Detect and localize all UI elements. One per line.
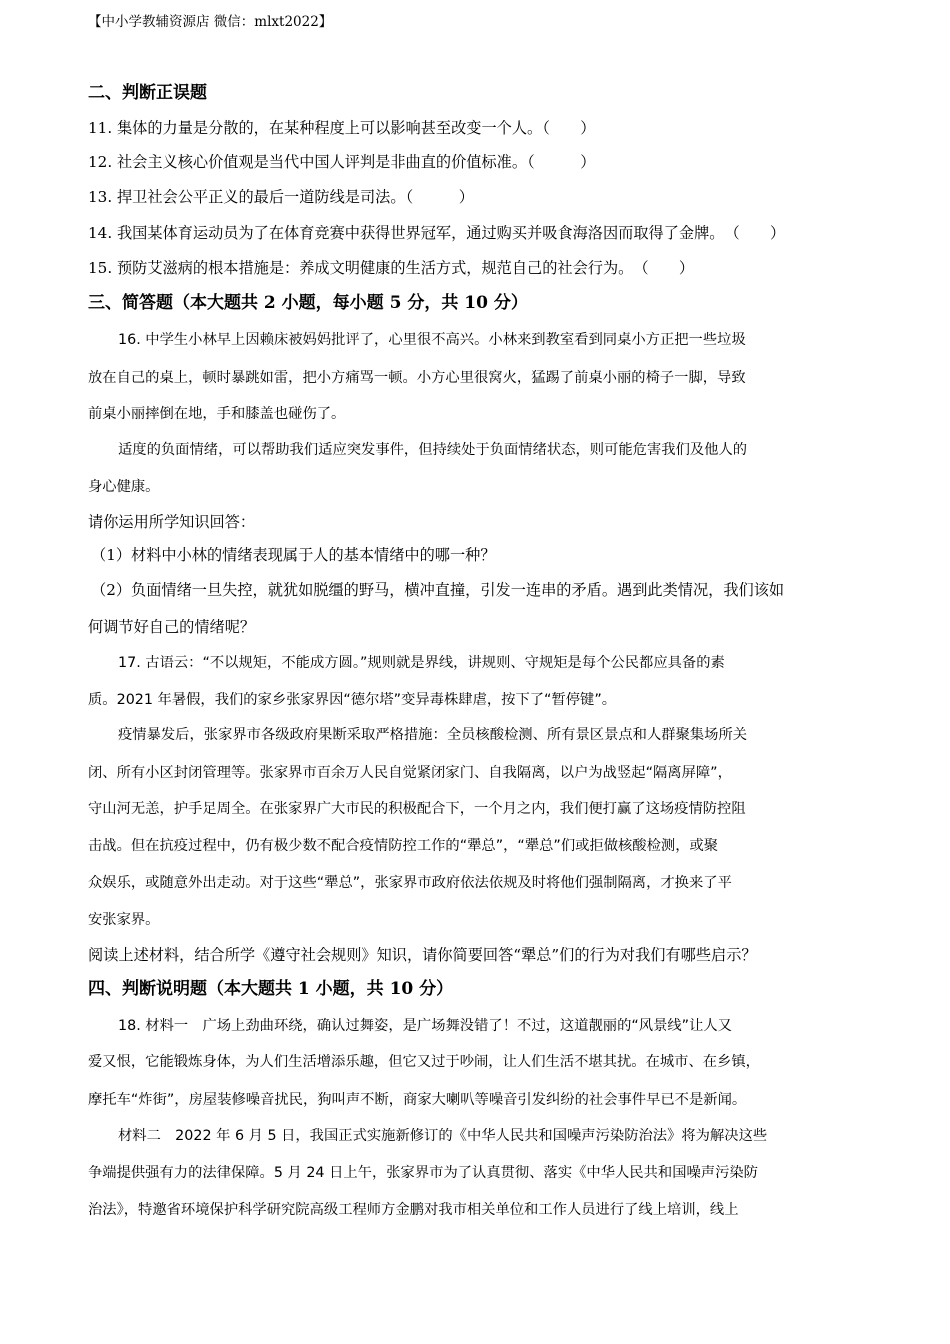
- page-header: 【中小学教辅资源店 微信：mlxt2022】: [88, 14, 333, 30]
- q18-material-line: 18. 材料一 广场上劲曲环绕，确认过舞姿，是广场舞没错了！不过，这道靓丽的“风景线”让人又: [118, 1018, 732, 1034]
- section-3-title: 三、简答题（本大题共 2 小题，每小题 5 分，共 10 分）: [88, 293, 528, 313]
- q16-material-line: 适度的负面情绪，可以帮助我们适应突发事件，但持续处于负面情绪状态，则可能危害我们及他人的: [118, 442, 748, 458]
- q18-material-line: 治法》，特邀省环境保护科学研究院高级工程师方金鹏对我市相关单位和工作人员进行了线上培训，线上: [88, 1202, 739, 1218]
- section-4-title: 四、判断说明题（本大题共 1 小题，共 10 分）: [88, 979, 454, 999]
- q16-prompt: 请你运用所学知识回答：: [88, 513, 256, 531]
- q18-material-line: 摩托车“炸街”，房屋装修噪音扰民，狗叫声不断，商家大喇叭等噪音引发纠纷的社会事件早已不是新闻。: [88, 1092, 747, 1108]
- question-14: 14. 我国某体育运动员为了在体育竞赛中获得世界冠军，通过购买并吸食海洛因而取得了金牌。 （ ）: [88, 224, 786, 242]
- q17-material-line: 质。2021 年暑假，我们的家乡张家界因“德尔塔”变异毒株肆虐，按下了“暂停键”。: [88, 692, 617, 708]
- q18-material-line: 爱又恨，它能锻炼身体，为人们生活增添乐趣，但它又过于吵闹，让人们生活不堪其扰。在城市、在乡镇，: [88, 1054, 760, 1070]
- section-2-title: 二、判断正误题: [88, 83, 207, 103]
- q16-material-line: 身心健康。: [88, 479, 160, 495]
- q17-material-line: 守山河无恙，护手足周全。在张家界广大市民的积极配合下，一个月之内，我们便打赢了这场疫情防控阻: [88, 801, 746, 817]
- question-15: 15. 预防艾滋病的根本措施是：养成文明健康的生活方式，规范自己的社会行为。 （ ）: [88, 259, 695, 277]
- q17-material-line: 疫情暴发后，张家界市各级政府果断采取严格措施：全员核酸检测、所有景区景点和人群聚集场所关: [118, 727, 748, 743]
- q16-material-line: 前桌小丽摔倒在地，手和膝盖也碰伤了。: [88, 406, 346, 422]
- q16-subquestion-2: （2）负面情绪一旦失控，就犹如脱缰的野马，横冲直撞，引发一连串的矛盾。遇到此类情况，我们该如: [91, 581, 785, 599]
- question-13: 13. 捍卫社会公平正义的最后一道防线是司法。（ ）: [88, 188, 474, 206]
- q18-material-line: 争端提供强有力的法律保障。5 月 24 日上午，张家界市为了认真贯彻、落实《中华人民共和国噪声污染防: [88, 1165, 758, 1181]
- question-12: 12. 社会主义核心价值观是当代中国人评判是非曲直的价值标准。（ ）: [88, 153, 596, 171]
- q16-material-line: 放在自己的桌上，顿时暴跳如雷，把小方痛骂一顿。小方心里很窝火，猛踢了前桌小丽的椅子一脚，导致: [88, 370, 746, 386]
- question-11: 11. 集体的力量是分散的，在某种程度上可以影响甚至改变一个人。（ ）: [88, 119, 596, 137]
- q16-material-line: 16. 中学生小林早上因赖床被妈妈批评了，心里很不高兴。小林来到教室看到同桌小方正把一些垃圾: [118, 332, 746, 348]
- q18-material-line: 材料二 2022 年 6 月 5 日，我国正式实施新修订的《中华人民共和国噪声污染防治法》将为解决这些: [118, 1128, 768, 1144]
- q17-material-line: 17. 古语云：“不以规矩，不能成方圆。”规则就是界线，讲规则、守规矩是每个公民都应具备的素: [118, 655, 725, 671]
- q17-material-line: 击战。但在抗疫过程中，仍有极少数不配合疫情防控工作的“犟总”，“犟总”们或拒做核酸检测，或聚: [88, 838, 719, 854]
- q17-material-line: 安张家界。: [88, 912, 160, 928]
- q17-prompt: 阅读上述材料，结合所学《遵守社会规则》知识，请你简要回答“犟总”们的行为对我们有哪些启示？: [88, 946, 757, 964]
- q16-subquestion-1: （1）材料中小林的情绪表现属于人的基本情绪中的哪一种？: [91, 546, 496, 564]
- q16-subquestion-2: 何调节好自己的情绪呢？: [88, 618, 256, 636]
- q17-material-line: 闭、所有小区封闭管理等。张家界市百余万人民自觉紧闭家门、自我隔离，以户为战竖起“隔离屏障”，: [88, 765, 732, 781]
- q17-material-line: 众娱乐，或随意外出走动。对于这些“犟总”，张家界市政府依法依规及时将他们强制隔离，才换来了平: [88, 875, 732, 891]
